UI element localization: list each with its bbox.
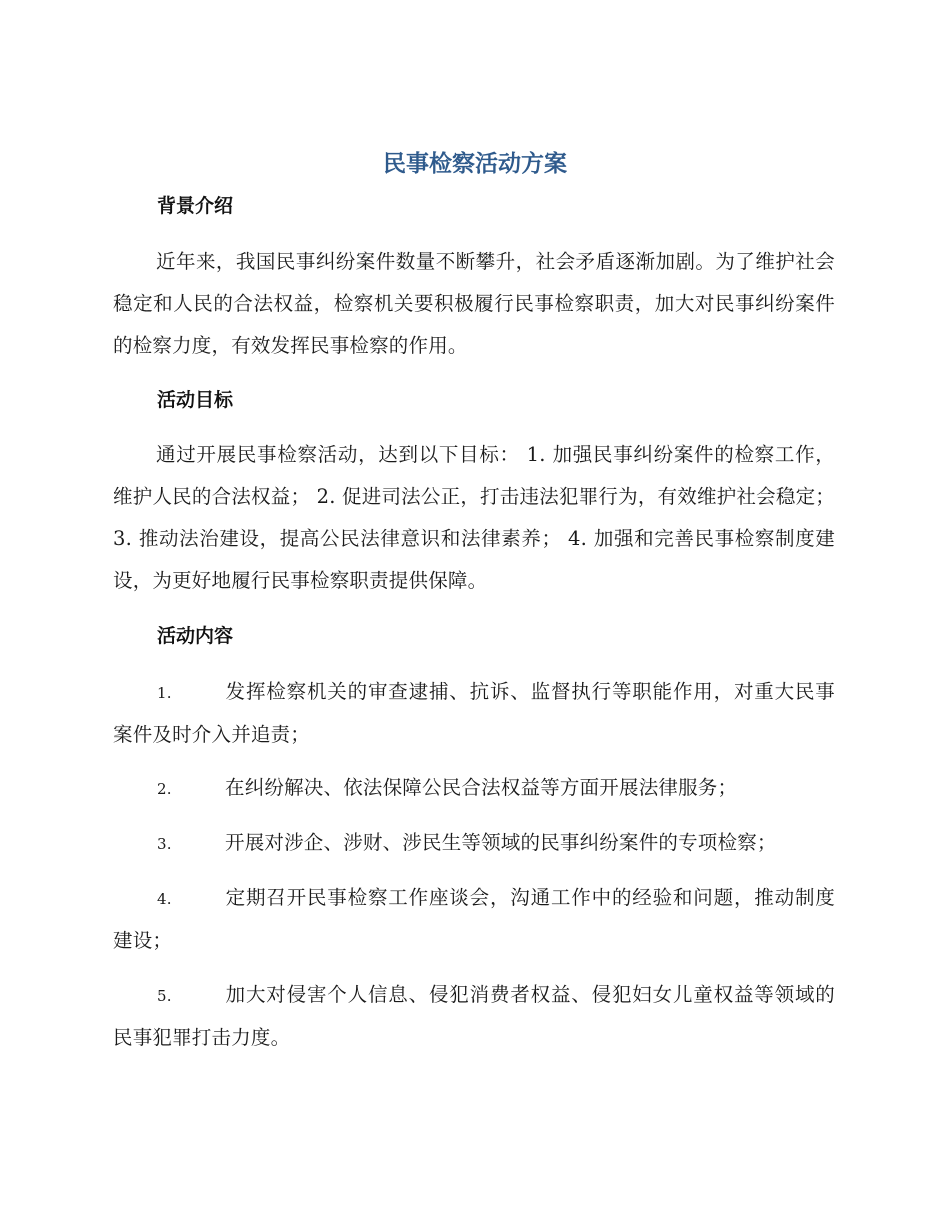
list-item-number: 4. bbox=[157, 890, 172, 908]
list-item-text: 发挥检察机关的审查逮捕、抗诉、监督执行等职能作用，对重大民事案件及时介入并追责； bbox=[113, 680, 835, 746]
list-item-number: 3. bbox=[157, 835, 172, 853]
list-item bbox=[113, 974, 835, 1059]
list-item-number: 1. bbox=[157, 684, 172, 702]
list-item-number: 5. bbox=[157, 987, 172, 1005]
list-item bbox=[113, 877, 835, 962]
list-item bbox=[113, 822, 835, 865]
list-item-text: 加大对侵害个人信息、侵犯消费者权益、侵犯妇女儿童权益等领域的民事犯罪打击力度。 bbox=[113, 983, 835, 1049]
section-heading-content: 活动内容 bbox=[157, 625, 234, 647]
list-item-text: 在纠纷解决、依法保障公民合法权益等方面开展法律服务； bbox=[225, 776, 738, 799]
section-paragraph-background: 近年来，我国民事纠纷案件数量不断攀升，社会矛盾逐渐加剧。为了维护社会稳定和人民的合法权益，检察机关要积极履行民事检察职责，加大对民事纠纷案件的检察力度，有效发挥民事检察的作用。 bbox=[113, 250, 835, 357]
list-item-number: 2. bbox=[157, 780, 172, 798]
section-heading-goals: 活动目标 bbox=[157, 389, 234, 411]
list-item bbox=[113, 767, 835, 810]
list-item bbox=[113, 671, 835, 756]
section-heading-background: 背景介绍 bbox=[157, 195, 234, 217]
section-paragraph-goals: 通过开展民事检察活动，达到以下目标： 1. 加强民事纠纷案件的检察工作，维护人民的合法权益； 2. 促进司法公正，打击违法犯罪行为，有效维护社会稳定； 3. 推动法治建设，提高公民法律意识和法律素养； 4. 加强和完善民事检察制度建设，为更好地履行民事检察职责提供保障。 bbox=[113, 443, 835, 592]
document-title: 民事检察活动方案 bbox=[383, 151, 567, 177]
list-item-text: 开展对涉企、涉财、涉民生等领域的民事纠纷案件的专项检察； bbox=[225, 831, 777, 854]
list-item-text: 定期召开民事检察工作座谈会，沟通工作中的经验和问题，推动制度建设； bbox=[113, 886, 835, 952]
